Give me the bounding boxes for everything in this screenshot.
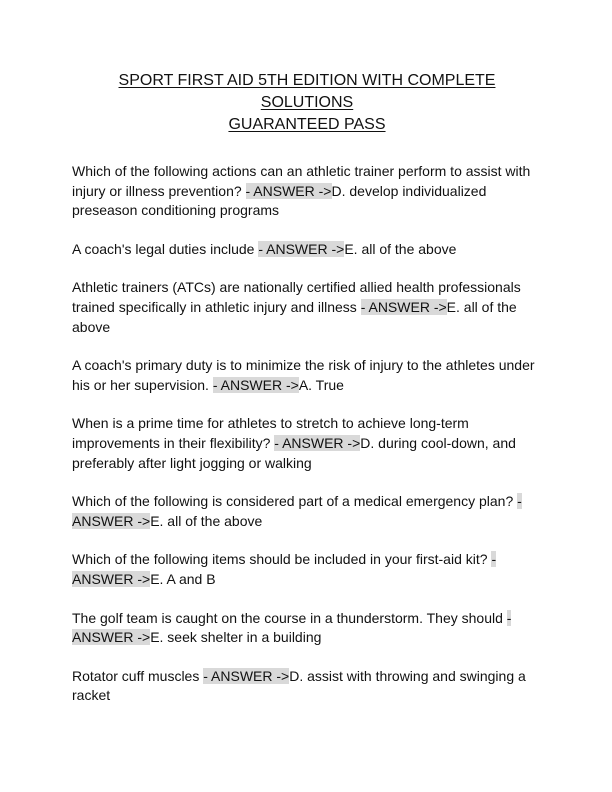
answer-marker: - ANSWER -> — [72, 609, 512, 646]
answer-text: E. all of the above — [72, 298, 517, 335]
question-text: Which of the following actions can an athletic trainer perform to assist with injury or illness prevention? — [72, 163, 531, 199]
answer-marker: - ANSWER -> — [245, 182, 332, 199]
qa-item — [72, 667, 542, 706]
answer-text: D. during cool-down, and preferably after light jogging or walking — [72, 434, 516, 471]
qa-item — [72, 162, 542, 221]
question-text: A coach's primary duty is to minimize the risk of injury to the athletes under his or her supervision. — [72, 357, 535, 393]
question-text: Which of the following is considered part of a medical emergency plan? — [72, 493, 518, 510]
answer-text: E. A and B — [150, 570, 216, 587]
answer-marker: - ANSWER -> — [72, 493, 522, 529]
qa-item — [72, 550, 542, 589]
answer-text: E. seek shelter in a building — [150, 629, 322, 646]
qa-item — [72, 240, 542, 260]
answer-text: A. True — [298, 376, 344, 393]
answer-marker: - ANSWER -> — [203, 667, 290, 684]
answer-text: D. assist with throwing and swinging a racket — [72, 667, 526, 704]
answer-marker: - ANSWER -> — [258, 240, 345, 257]
answer-marker: - ANSWER -> — [212, 376, 299, 393]
answer-marker: - ANSWER -> — [360, 298, 447, 315]
question-text: The golf team is caught on the course in a thunderstorm. They should — [72, 609, 507, 626]
qa-item — [72, 278, 542, 337]
question-text: A coach's legal duties include — [72, 240, 259, 257]
document-title-line-2: GUARANTEED PASS — [228, 116, 386, 133]
question-text: Athletic trainers (ATCs) are nationally certified allied health professionals trained specifically in athletic injury and illness — [72, 279, 521, 315]
qa-item — [72, 492, 542, 531]
qa-list — [72, 162, 542, 706]
question-text: Rotator cuff muscles — [72, 667, 204, 684]
question-text: When is a prime time for athletes to stretch to achieve long-term improvements in their flexibility? — [72, 415, 469, 451]
question-text: Which of the following items should be included in your first-aid kit? — [72, 551, 492, 568]
qa-item — [72, 414, 542, 473]
qa-item — [72, 609, 542, 648]
answer-text: E. all of the above — [150, 512, 263, 529]
answer-marker: - ANSWER -> — [274, 434, 361, 451]
document-title — [72, 70, 542, 136]
answer-text: E. all of the above — [344, 240, 457, 257]
qa-item — [72, 356, 542, 395]
document-title-line-1: SPORT FIRST AID 5TH EDITION WITH COMPLETE SOLUTIONS — [118, 72, 496, 111]
answer-marker: - ANSWER -> — [72, 551, 497, 587]
answer-text: D. develop individualized preseason conditioning programs — [72, 182, 487, 219]
